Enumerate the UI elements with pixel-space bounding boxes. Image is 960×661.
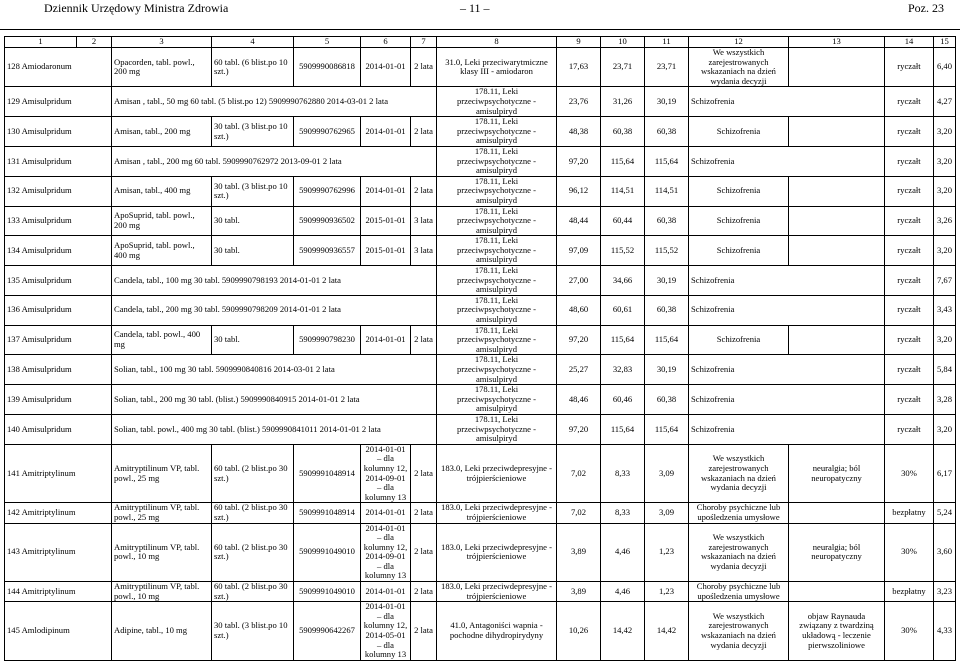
patient-copay: 5,24 [934, 503, 956, 523]
retail-price: 34,66 [601, 266, 645, 296]
product-name: Amisan, tabl., 400 mg [112, 176, 212, 206]
retail-price: 23,71 [601, 48, 645, 87]
row-id-substance: 132 Amisulpridum [5, 176, 112, 206]
patient-copay: 4,27 [934, 87, 956, 117]
position-number: Poz. 23 [908, 1, 944, 15]
limit-value: 115,64 [645, 414, 689, 444]
column-number: 13 [789, 37, 885, 48]
payment-level: ryczałt [885, 206, 934, 236]
product-name: Amitryptilinum VP, tabl. powl., 25 mg [112, 503, 212, 523]
payment-level: ryczałt [885, 325, 934, 355]
limit-value: 30,19 [645, 266, 689, 296]
row-id-substance: 143 Amitriptylinum [5, 523, 112, 582]
column-number: 2 [77, 37, 112, 48]
row-id-substance: 136 Amisulpridum [5, 295, 112, 325]
off-label-indication [789, 325, 885, 355]
row-id-substance: 145 Amlodipinum [5, 602, 112, 661]
row-id-substance: 130 Amisulpridum [5, 117, 112, 147]
product-name: ApoSuprid, tabl. powl., 400 mg [112, 236, 212, 266]
wholesale-price: 25,27 [557, 355, 601, 385]
column-number-row [5, 37, 956, 48]
column-number: 12 [689, 37, 789, 48]
off-label-indication: objaw Raynauda związany z twardziną układową - leczenie pierwszoliniowe [789, 602, 885, 661]
row-id-substance: 140 Amisulpridum [5, 414, 112, 444]
ean-code: 5909990642267 [294, 602, 361, 661]
indication: We wszystkich zarejestrowanych wskazaniach na dzień wydania decyzji [689, 444, 789, 503]
validity-period: 2 lata [411, 602, 437, 661]
table-row [5, 206, 956, 236]
package-content: 60 tabl. (2 blist.po 30 szt.) [212, 582, 294, 602]
wholesale-price: 23,76 [557, 87, 601, 117]
limit-value: 114,51 [645, 176, 689, 206]
limit-value: 60,38 [645, 117, 689, 147]
payment-level: ryczałt [885, 48, 934, 87]
product-details: Amisan , tabl., 200 mg 60 tabl. 5909990762972 2013-09-01 2 lata [112, 146, 437, 176]
retail-price: 60,44 [601, 206, 645, 236]
product-name: Amitryptilinum VP, tabl. powl., 10 mg [112, 523, 212, 582]
row-id-substance: 137 Amisulpridum [5, 325, 112, 355]
row-id-substance: 138 Amisulpridum [5, 355, 112, 385]
limit-group: 183.0, Leki przeciwdepresyjne - trójpierścieniowe [437, 582, 557, 602]
limit-group: 183.0, Leki przeciwdepresyjne - trójpierścieniowe [437, 503, 557, 523]
wholesale-price: 7,02 [557, 444, 601, 503]
limit-group: 41.0, Antagoniści wapnia - pochodne dihydropirydyny [437, 602, 557, 661]
product-name: Candela, tabl. powl., 400 mg [112, 325, 212, 355]
product-name: Opacorden, tabl. powl., 200 mg [112, 48, 212, 87]
ean-code: 5909990762996 [294, 176, 361, 206]
retail-price: 115,52 [601, 236, 645, 266]
payment-level: bezpłatny [885, 582, 934, 602]
ean-code: 5909991048914 [294, 444, 361, 503]
retail-price: 4,46 [601, 582, 645, 602]
journal-title: Dziennik Urzędowy Ministra Zdrowia [44, 1, 229, 15]
indication: Choroby psychiczne lub upośledzenia umysłowe [689, 582, 789, 602]
wholesale-price: 3,89 [557, 582, 601, 602]
limit-group: 178.11, Leki przeciwpsychotyczne - amisulpiryd [437, 295, 557, 325]
limit-value: 3,09 [645, 503, 689, 523]
ean-code: 5909990936557 [294, 236, 361, 266]
payment-level: 30% [885, 602, 934, 661]
wholesale-price: 96,12 [557, 176, 601, 206]
product-details: Solian, tabl., 200 mg 30 tabl. (blist.) 5909990840915 2014-01-01 2 lata [112, 385, 437, 415]
limit-value: 115,64 [645, 325, 689, 355]
package-content: 30 tabl. [212, 206, 294, 236]
product-name: Adipine, tabl., 10 mg [112, 602, 212, 661]
table-row [5, 87, 956, 117]
patient-copay: 3,20 [934, 146, 956, 176]
package-content: 60 tabl. (2 blist.po 30 szt.) [212, 503, 294, 523]
ean-code: 5909990762965 [294, 117, 361, 147]
effective-date: 2015-01-01 [361, 236, 411, 266]
row-id-substance: 129 Amisulpridum [5, 87, 112, 117]
indication: Schizofrenia [689, 295, 885, 325]
patient-copay: 3,20 [934, 414, 956, 444]
patient-copay: 5,84 [934, 355, 956, 385]
retail-price: 60,38 [601, 117, 645, 147]
limit-value: 14,42 [645, 602, 689, 661]
product-details: Candela, tabl., 200 mg 30 tabl. 5909990798209 2014-01-01 2 lata [112, 295, 437, 325]
limit-group: 178.11, Leki przeciwpsychotyczne - amisulpiryd [437, 176, 557, 206]
payment-level: 30% [885, 523, 934, 582]
payment-level: ryczałt [885, 87, 934, 117]
validity-period: 3 lata [411, 206, 437, 236]
indication: Schizofrenia [689, 355, 885, 385]
package-content: 30 tabl. [212, 325, 294, 355]
indication: We wszystkich zarejestrowanych wskazaniach na dzień wydania decyzji [689, 523, 789, 582]
table-row [5, 602, 956, 661]
table-row [5, 48, 956, 87]
product-name: Amitryptilinum VP, tabl. powl., 25 mg [112, 444, 212, 503]
column-number: 8 [437, 37, 557, 48]
patient-copay: 3,26 [934, 206, 956, 236]
table-row [5, 355, 956, 385]
row-id-substance: 139 Amisulpridum [5, 385, 112, 415]
indication: Schizofrenia [689, 87, 885, 117]
column-number: 1 [5, 37, 77, 48]
patient-copay: 3,20 [934, 176, 956, 206]
table-row [5, 503, 956, 523]
validity-period: 3 lata [411, 236, 437, 266]
off-label-indication [789, 176, 885, 206]
payment-level: 30% [885, 444, 934, 503]
indication: Schizofrenia [689, 266, 885, 296]
ean-code: 5909990798230 [294, 325, 361, 355]
wholesale-price: 48,38 [557, 117, 601, 147]
product-name: ApoSuprid, tabl. powl., 200 mg [112, 206, 212, 236]
indication: Choroby psychiczne lub upośledzenia umysłowe [689, 503, 789, 523]
effective-date: 2014-01-01 [361, 117, 411, 147]
indication: Schizofrenia [689, 414, 885, 444]
effective-date: 2014-01-01 – dla kolumny 12, 2014-09-01 – dla kolumny 13 [361, 523, 411, 582]
limit-group: 178.11, Leki przeciwpsychotyczne - amisulpiryd [437, 385, 557, 415]
ean-code: 5909991049010 [294, 523, 361, 582]
off-label-indication [789, 48, 885, 87]
column-number: 6 [361, 37, 411, 48]
limit-group: 178.11, Leki przeciwpsychotyczne - amisulpiryd [437, 414, 557, 444]
wholesale-price: 48,46 [557, 385, 601, 415]
column-number: 7 [411, 37, 437, 48]
wholesale-price: 97,20 [557, 414, 601, 444]
indication: Schizofrenia [689, 176, 789, 206]
off-label-indication [789, 206, 885, 236]
product-name: Amitryptilinum VP, tabl. powl., 10 mg [112, 582, 212, 602]
retail-price: 115,64 [601, 325, 645, 355]
limit-value: 60,38 [645, 206, 689, 236]
package-content: 30 tabl. [212, 236, 294, 266]
limit-group: 178.11, Leki przeciwpsychotyczne - amisulpiryd [437, 206, 557, 236]
payment-level: ryczałt [885, 236, 934, 266]
off-label-indication [789, 582, 885, 602]
column-number: 11 [645, 37, 689, 48]
limit-group: 178.11, Leki przeciwpsychotyczne - amisulpiryd [437, 87, 557, 117]
table-row [5, 385, 956, 415]
product-name: Amisan, tabl., 200 mg [112, 117, 212, 147]
product-details: Candela, tabl., 100 mg 30 tabl. 5909990798193 2014-01-01 2 lata [112, 266, 437, 296]
table-row [5, 295, 956, 325]
wholesale-price: 10,26 [557, 602, 601, 661]
patient-copay: 3,60 [934, 523, 956, 582]
product-details: Solian, tabl. powl., 400 mg 30 tabl. (blist.) 5909990841011 2014-01-01 2 lata [112, 414, 437, 444]
retail-price: 4,46 [601, 523, 645, 582]
package-content: 60 tabl. (6 blist.po 10 szt.) [212, 48, 294, 87]
package-content: 60 tabl. (2 blist.po 30 szt.) [212, 523, 294, 582]
row-id-substance: 131 Amisulpridum [5, 146, 112, 176]
package-content: 60 tabl. (2 blist.po 30 szt.) [212, 444, 294, 503]
limit-value: 60,38 [645, 295, 689, 325]
off-label-indication [789, 236, 885, 266]
indication: Schizofrenia [689, 146, 885, 176]
payment-level: ryczałt [885, 266, 934, 296]
patient-copay: 6,17 [934, 444, 956, 503]
column-number: 10 [601, 37, 645, 48]
row-id-substance: 135 Amisulpridum [5, 266, 112, 296]
validity-period: 2 lata [411, 582, 437, 602]
ean-code: 5909990086818 [294, 48, 361, 87]
table-row [5, 146, 956, 176]
effective-date: 2014-01-01 [361, 582, 411, 602]
table-row [5, 523, 956, 582]
payment-level: ryczałt [885, 355, 934, 385]
table-row [5, 236, 956, 266]
column-number: 9 [557, 37, 601, 48]
ean-code: 5909991048914 [294, 503, 361, 523]
row-id-substance: 142 Amitriptylinum [5, 503, 112, 523]
ean-code: 5909990936502 [294, 206, 361, 236]
patient-copay: 3,20 [934, 117, 956, 147]
table-row [5, 117, 956, 147]
table-row [5, 266, 956, 296]
package-content: 30 tabl. (3 blist.po 10 szt.) [212, 176, 294, 206]
row-id-substance: 141 Amitriptylinum [5, 444, 112, 503]
effective-date: 2014-01-01 [361, 503, 411, 523]
patient-copay: 3,43 [934, 295, 956, 325]
limit-value: 115,64 [645, 146, 689, 176]
payment-level: ryczałt [885, 295, 934, 325]
wholesale-price: 17,63 [557, 48, 601, 87]
limit-value: 60,38 [645, 385, 689, 415]
payment-level: bezpłatny [885, 503, 934, 523]
retail-price: 14,42 [601, 602, 645, 661]
ean-code: 5909991049010 [294, 582, 361, 602]
table-row [5, 414, 956, 444]
limit-group: 178.11, Leki przeciwpsychotyczne - amisulpiryd [437, 355, 557, 385]
table-row [5, 176, 956, 206]
wholesale-price: 97,20 [557, 146, 601, 176]
limit-group: 178.11, Leki przeciwpsychotyczne - amisulpiryd [437, 146, 557, 176]
validity-period: 2 lata [411, 325, 437, 355]
limit-value: 115,52 [645, 236, 689, 266]
payment-level: ryczałt [885, 414, 934, 444]
wholesale-price: 48,60 [557, 295, 601, 325]
package-content: 30 tabl. (3 blist.po 10 szt.) [212, 117, 294, 147]
validity-period: 2 lata [411, 523, 437, 582]
limit-value: 30,19 [645, 87, 689, 117]
limit-group: 178.11, Leki przeciwpsychotyczne - amisulpiryd [437, 325, 557, 355]
retail-price: 115,64 [601, 414, 645, 444]
patient-copay: 4,33 [934, 602, 956, 661]
limit-group: 183.0, Leki przeciwdepresyjne - trójpierścieniowe [437, 444, 557, 503]
limit-group: 31.0, Leki przeciwarytmiczne klasy III - amiodaron [437, 48, 557, 87]
effective-date: 2014-01-01 – dla kolumny 12, 2014-09-01 – dla kolumny 13 [361, 444, 411, 503]
row-id-substance: 134 Amisulpridum [5, 236, 112, 266]
row-id-substance: 144 Amitriptylinum [5, 582, 112, 602]
payment-level: ryczałt [885, 176, 934, 206]
wholesale-price: 7,02 [557, 503, 601, 523]
payment-level: ryczałt [885, 385, 934, 415]
effective-date: 2014-01-01 [361, 325, 411, 355]
column-number: 5 [294, 37, 361, 48]
limit-group: 178.11, Leki przeciwpsychotyczne - amisulpiryd [437, 117, 557, 147]
column-number: 15 [934, 37, 956, 48]
limit-value: 30,19 [645, 355, 689, 385]
patient-copay: 3,20 [934, 325, 956, 355]
retail-price: 60,46 [601, 385, 645, 415]
limit-group: 183.0, Leki przeciwdepresyjne - trójpierścieniowe [437, 523, 557, 582]
off-label-indication: neuralgia; ból neuropatyczny [789, 444, 885, 503]
wholesale-price: 97,20 [557, 325, 601, 355]
product-details: Amisan , tabl., 50 mg 60 tabl. (5 blist.po 12) 5909990762880 2014-03-01 2 lata [112, 87, 437, 117]
indication: Schizofrenia [689, 385, 885, 415]
retail-price: 115,64 [601, 146, 645, 176]
off-label-indication: neuralgia; ból neuropatyczny [789, 523, 885, 582]
validity-period: 2 lata [411, 176, 437, 206]
reimbursement-table [4, 36, 956, 661]
payment-level: ryczałt [885, 117, 934, 147]
row-id-substance: 128 Amiodaronum [5, 48, 112, 87]
effective-date: 2014-01-01 – dla kolumny 12, 2014-05-01 – dla kolumny 13 [361, 602, 411, 661]
off-label-indication [789, 503, 885, 523]
retail-price: 32,83 [601, 355, 645, 385]
effective-date: 2015-01-01 [361, 206, 411, 236]
wholesale-price: 97,09 [557, 236, 601, 266]
indication: Schizofrenia [689, 236, 789, 266]
validity-period: 2 lata [411, 48, 437, 87]
retail-price: 8,33 [601, 444, 645, 503]
limit-value: 1,23 [645, 523, 689, 582]
table-row [5, 582, 956, 602]
limit-group: 178.11, Leki przeciwpsychotyczne - amisulpiryd [437, 236, 557, 266]
payment-level: ryczałt [885, 146, 934, 176]
product-details: Solian, tabl., 100 mg 30 tabl. 5909990840816 2014-03-01 2 lata [112, 355, 437, 385]
retail-price: 60,61 [601, 295, 645, 325]
retail-price: 31,26 [601, 87, 645, 117]
patient-copay: 6,40 [934, 48, 956, 87]
patient-copay: 3,28 [934, 385, 956, 415]
page-marker: – 11 – [460, 1, 490, 15]
effective-date: 2014-01-01 [361, 176, 411, 206]
patient-copay: 3,20 [934, 236, 956, 266]
package-content: 30 tabl. (3 blist.po 10 szt.) [212, 602, 294, 661]
limit-value: 23,71 [645, 48, 689, 87]
indication: We wszystkich zarejestrowanych wskazaniach na dzień wydania decyzji [689, 602, 789, 661]
patient-copay: 7,67 [934, 266, 956, 296]
patient-copay: 3,23 [934, 582, 956, 602]
wholesale-price: 48,44 [557, 206, 601, 236]
retail-price: 8,33 [601, 503, 645, 523]
limit-value: 3,09 [645, 444, 689, 503]
retail-price: 114,51 [601, 176, 645, 206]
off-label-indication [789, 117, 885, 147]
column-number: 4 [212, 37, 294, 48]
indication: Schizofrenia [689, 325, 789, 355]
limit-value: 1,23 [645, 582, 689, 602]
table-row [5, 325, 956, 355]
indication: Schizofrenia [689, 117, 789, 147]
row-id-substance: 133 Amisulpridum [5, 206, 112, 236]
column-number: 14 [885, 37, 934, 48]
wholesale-price: 3,89 [557, 523, 601, 582]
table-row [5, 444, 956, 503]
validity-period: 2 lata [411, 117, 437, 147]
page-header [0, 0, 960, 30]
indication: Schizofrenia [689, 206, 789, 236]
column-number: 3 [112, 37, 212, 48]
validity-period: 2 lata [411, 503, 437, 523]
wholesale-price: 27,00 [557, 266, 601, 296]
effective-date: 2014-01-01 [361, 48, 411, 87]
limit-group: 178.11, Leki przeciwpsychotyczne - amisulpiryd [437, 266, 557, 296]
indication: We wszystkich zarejestrowanych wskazaniach na dzień wydania decyzji [689, 48, 789, 87]
validity-period: 2 lata [411, 444, 437, 503]
